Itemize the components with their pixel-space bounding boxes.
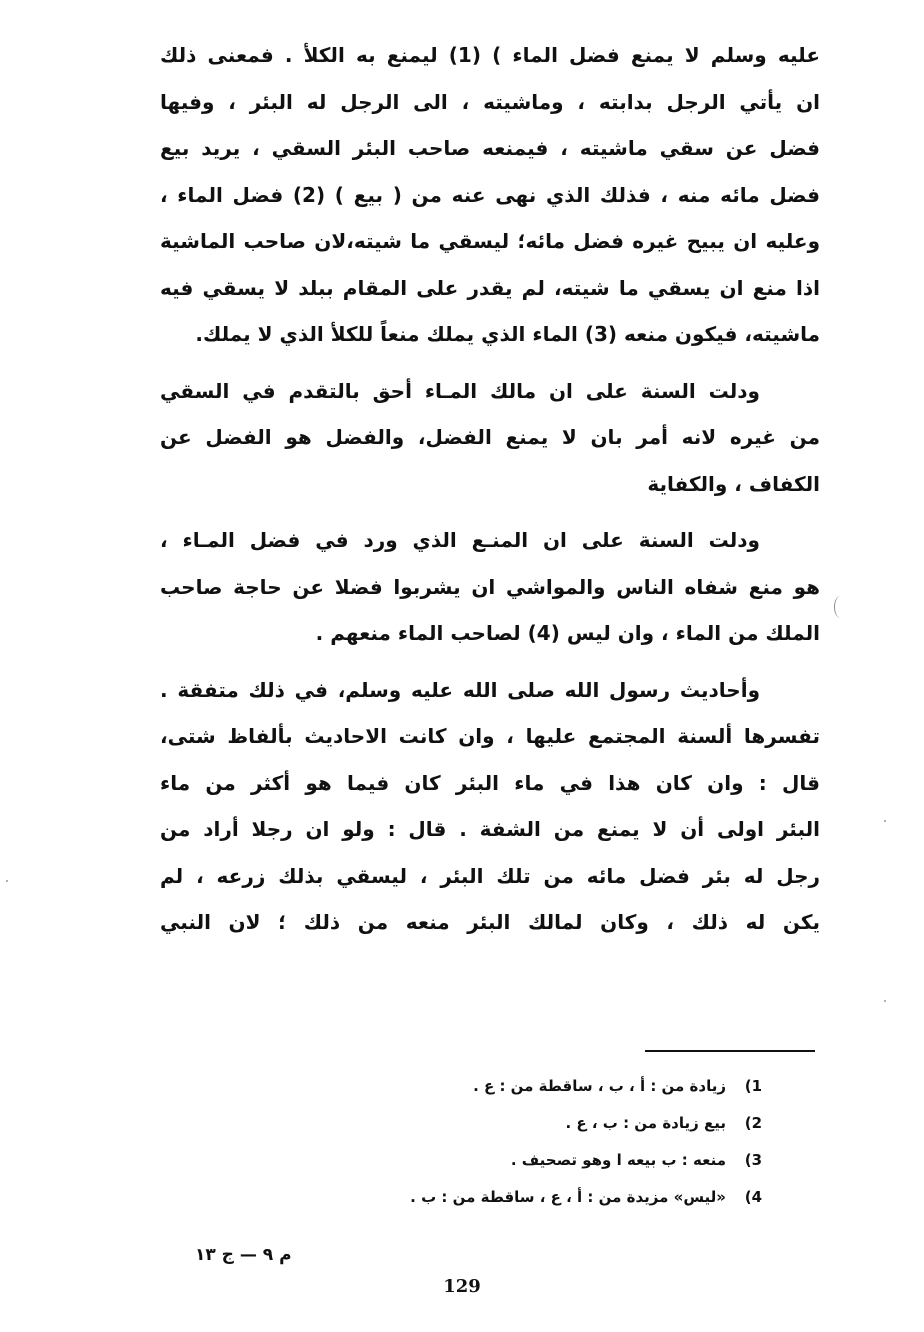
footnote-number: 2) [744, 1114, 762, 1132]
text-line: قال : وان كان هذا في ماء البئر كان فيما هو أكثر من ماء [160, 770, 820, 795]
text-line: الكفاف ، والكفاية [647, 471, 820, 496]
text-line: اذا منع ان يسقي ما شيته، لم يقدر على المقام ببلد لا يسقي فيه [160, 275, 820, 300]
paragraph-gap [160, 358, 820, 368]
scan-speck [6, 880, 8, 882]
page-number: 129 [443, 1276, 481, 1297]
text-line: من غيره لانه أمر بان لا يمنع الفضل، والفضل هو الفضل عن [160, 425, 820, 449]
footnote-text: «ليس» مزيدة من : أ ، ع ، ساقطة من : ب . [410, 1188, 726, 1206]
paragraph-gap [160, 507, 820, 517]
text-line: ودلت السنة على ان مالك المـاء أحق بالتقدم في السقي [160, 378, 760, 403]
footnote-separator [645, 1050, 815, 1052]
text-line: الملك من الماء ، وان ليس (4) لصاحب الماء منعهم . [315, 621, 820, 645]
text-line: وعليه ان يبيح غيره فضل مائه؛ ليسقي ما شيته،لان صاحب الماشية [160, 229, 820, 253]
printer-signature: م ٩ — ج ١٣ [195, 1245, 292, 1265]
text-line: عليه وسلم لا يمنع فضل الماء ) (1) ليمنع به الكلأ . فمعنى ذلك [160, 43, 820, 67]
paragraph-gap [160, 657, 820, 667]
scan-speck [884, 1000, 886, 1002]
footnote-2 [300, 1105, 762, 1142]
footnote-text: منعه : ب بيعه ا وهو تصحيف . [510, 1151, 726, 1169]
footnote-3 [300, 1142, 762, 1179]
text-line: البئر اولى أن لا يمنع من الشفة . قال : ولو ان رجلا أراد من [160, 817, 820, 841]
footnote-1 [300, 1068, 762, 1105]
text-line: رجل له بئر فضل مائه من تلك البئر ، ليسقي بذلك زرعه ، لم [160, 863, 820, 888]
footnote-4 [300, 1179, 762, 1216]
footnote-text: زيادة من : أ ، ب ، ساقطة من : ع . [473, 1077, 726, 1095]
text-line: فضل عن سقي ماشيته ، فيمنعه صاحب البئر السقي ، يريد بيع [160, 136, 820, 160]
footnote-number: 1) [744, 1077, 762, 1095]
text-line: هو منع شفاه الناس والمواشي ان يشربوا فضلا عن حاجة صاحب [160, 574, 820, 599]
text-line: تفسرها ألسنة المجتمع عليها ، وان كانت الاحاديث بألفاظ شتى، [160, 724, 820, 748]
text-line: ماشيته، فيكون منعه (3) الماء الذي يملك منعاً للكلأ الذي لا يملك. [195, 322, 820, 346]
text-line: ان يأتي الرجل بدابته ، وماشيته ، الى الرجل له البئر ، وفيها [160, 89, 820, 114]
footnote-number: 3) [744, 1151, 762, 1169]
scan-speck [884, 820, 886, 822]
footnote-text: بيع زيادة من : ب ، ع . [565, 1114, 726, 1132]
footnotes [300, 1068, 762, 1216]
text-line: يكن له ذلك ، وكان لمالك البئر منعه من ذلك ؛ لان النبي [160, 910, 820, 934]
text-line: وأحاديث رسول الله صلى الله عليه وسلم، في ذلك متفقة . [160, 677, 760, 702]
margin-bracket-mark [834, 596, 847, 618]
text-line: ودلت السنة على ان المنـع الذي ورد في فضل المـاء ، [160, 528, 760, 552]
text-line: فضل مائه منه ، فذلك الذي نهى عنه من ( بيع ) (2) فضل الماء ، [160, 182, 820, 207]
main-text [160, 32, 820, 946]
footnote-number: 4) [744, 1188, 762, 1206]
